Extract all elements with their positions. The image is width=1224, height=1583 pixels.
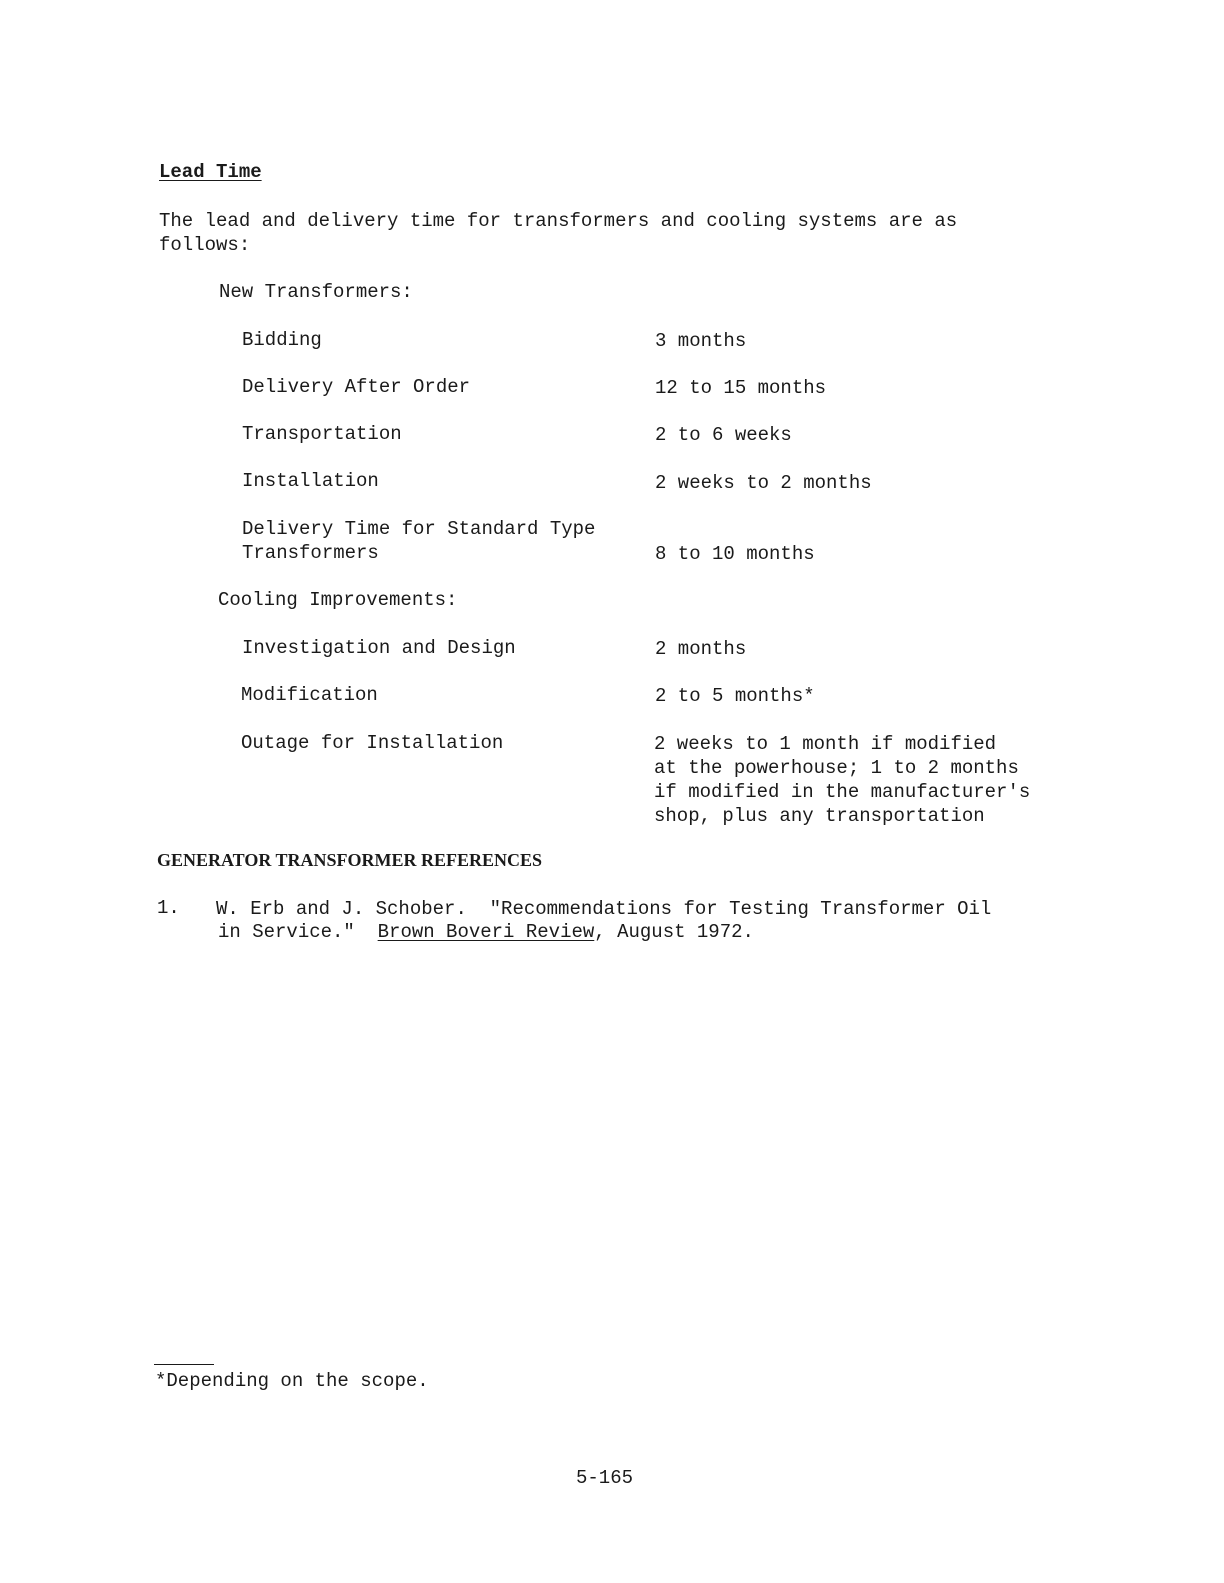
time-delivery-after-order: 12 to 15 months — [655, 377, 827, 399]
item-transportation: Transportation — [242, 423, 402, 445]
time-outage-line-1: 2 weeks to 1 month if modified — [654, 733, 997, 755]
reference-line-1: W. Erb and J. Schober. "Recommendations for Testing Transformer Oil — [216, 898, 992, 920]
time-outage-line-3: if modified in the manufacturer's — [654, 781, 1031, 803]
time-modification: 2 to 5 months* — [655, 685, 815, 707]
time-outage-line-4: shop, plus any transportation — [654, 805, 985, 827]
item-installation: Installation — [242, 470, 379, 492]
reference-prefix: in Service." — [218, 921, 355, 943]
reference-suffix: , August 1972. — [594, 921, 754, 943]
section-title: Lead Time — [159, 161, 262, 183]
time-bidding: 3 months — [655, 330, 747, 352]
time-outage-line-2: at the powerhouse; 1 to 2 months — [654, 757, 1019, 779]
new-transformers-heading: New Transformers: — [219, 281, 413, 303]
time-transportation: 2 to 6 weeks — [655, 424, 792, 446]
item-delivery-after-order: Delivery After Order — [242, 376, 471, 398]
intro-line-1: The lead and delivery time for transformers and cooling systems are as — [159, 210, 958, 232]
intro-line-2: follows: — [159, 234, 251, 256]
time-standard-type: 8 to 10 months — [655, 543, 815, 565]
footnote-rule — [154, 1364, 214, 1365]
journal-title: Brown Boveri Review — [377, 921, 595, 943]
item-investigation-design: Investigation and Design — [242, 637, 516, 659]
cooling-heading: Cooling Improvements: — [218, 589, 458, 611]
item-outage-installation: Outage for Installation — [241, 732, 504, 754]
footnote: *Depending on the scope. — [155, 1370, 429, 1392]
item-standard-type-line-1: Delivery Time for Standard Type — [242, 518, 596, 540]
page-number: 5-165 — [576, 1467, 634, 1489]
item-modification: Modification — [241, 684, 378, 706]
reference-line-2 — [218, 920, 754, 944]
time-installation: 2 weeks to 2 months — [655, 472, 872, 494]
item-standard-type-line-2: Transformers — [242, 542, 379, 564]
reference-number: 1. — [157, 897, 180, 919]
time-investigation-design: 2 months — [655, 638, 747, 660]
references-heading: GENERATOR TRANSFORMER REFERENCES — [157, 850, 543, 870]
item-bidding: Bidding — [242, 329, 322, 351]
